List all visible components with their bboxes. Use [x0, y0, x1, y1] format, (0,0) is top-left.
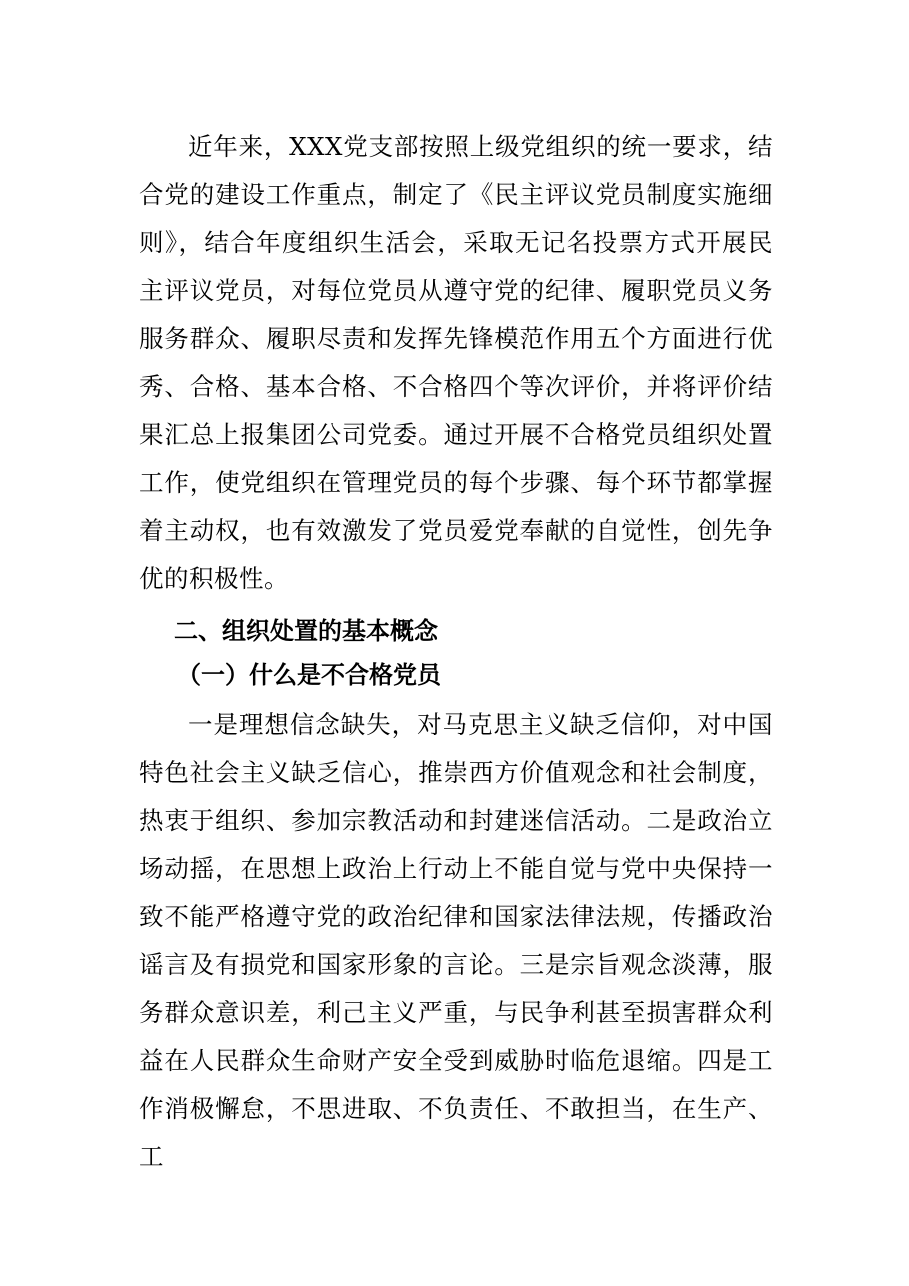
- document-body: [139, 123, 773, 1181]
- body-paragraph-criteria: 一是理想信念缺失，对马克思主义缺乏信仰，对中国特色社会主义缺乏信心，推崇西方价值观念和社会制度，热衷于组织、参加宗教活动和封建迷信活动。二是政治立场动摇，在思想上政治上行动上不能自觉与党中央保持一致不能严格遵守党的政治纪律和国家法律法规，传播政治谣言及有损党和国家形象的言论。三是宗旨观念淡薄，服务群众意识差，利己主义严重，与民争利甚至损害群众利益在人民群众生命财产安全受到威胁时临危退缩。四是工作消极懈怠，不思进取、不负责任、不敢担当，在生产、工: [139, 710, 773, 1171]
- body-paragraph-intro: 近年来，XXX党支部按照上级党组织的统一要求，结合党的建设工作重点，制定了《民主评议党员制度实施细则》，结合年度组织生活会，采取无记名投票方式开展民主评议党员，对每位党员从遵守党的纪律、履职党员义务服务群众、履职尽责和发挥先锋模范作用五个方面进行优秀、合格、基本合格、不合格四个等次评价，并将评价结果汇总上报集团公司党委。通过开展不合格党员组织处置工作，使党组织在管理党员的每个步骤、每个环节都掌握着主动权，也有效激发了党员爱党奉献的自觉性，创先争优的积极性。: [139, 132, 773, 593]
- section-heading: 二、组织处置的基本概念: [174, 617, 438, 645]
- subsection-heading: （一）什么是不合格党员: [177, 661, 441, 689]
